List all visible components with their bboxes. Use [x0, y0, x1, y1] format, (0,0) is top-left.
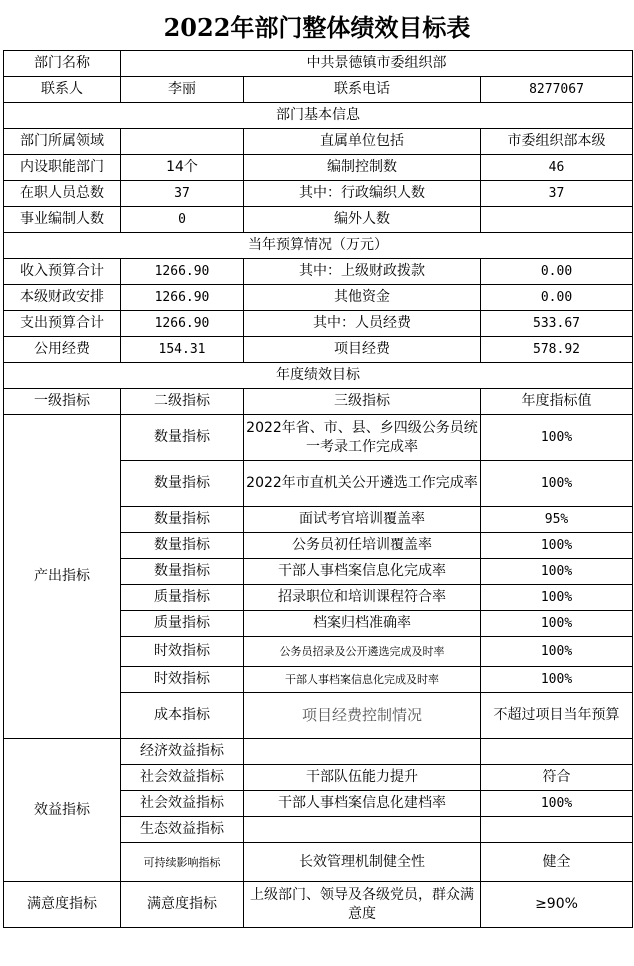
- field-label: 部门所属领域: [4, 129, 121, 155]
- value-cell: ≥90%: [481, 882, 633, 928]
- level3-cell: 上级部门、领导及各级党员，群众满意度: [244, 882, 481, 928]
- level2-cell: 成本指标: [121, 693, 244, 739]
- level2-cell: 数量指标: [121, 507, 244, 533]
- col-level3: 三级指标: [244, 389, 481, 415]
- value-cell: [481, 739, 633, 765]
- expense-total-label: 支出预算合计: [4, 311, 121, 337]
- value-cell: 不超过项目当年预算: [481, 693, 633, 739]
- staff-total-value: 37: [121, 181, 244, 207]
- goals-header: 年度绩效目标: [4, 363, 633, 389]
- benefit-label: 效益指标: [4, 739, 121, 882]
- level2-cell: 数量指标: [121, 415, 244, 461]
- basic-info-header: 部门基本信息: [4, 103, 633, 129]
- contact-row: [4, 77, 633, 103]
- local-fiscal-label: 本级财政安排: [4, 285, 121, 311]
- personnel-label: 其中：人员经费: [244, 311, 481, 337]
- level3-cell: 项目经费控制情况: [244, 693, 481, 739]
- value-cell: 100%: [481, 585, 633, 611]
- level2-cell: 满意度指标: [121, 882, 244, 928]
- value-cell: 95%: [481, 507, 633, 533]
- staff-total-label: 在职人员总数: [4, 181, 121, 207]
- value-cell: 100%: [481, 461, 633, 507]
- level2-cell: 质量指标: [121, 585, 244, 611]
- level2-cell: 时效指标: [121, 667, 244, 693]
- level2-cell: 生态效益指标: [121, 817, 244, 843]
- dept-name-value: 中共景德镇市委组织部: [121, 51, 633, 77]
- dept-name-row: [4, 51, 633, 77]
- phone-label: 联系电话: [244, 77, 481, 103]
- public-expense-label: 公用经费: [4, 337, 121, 363]
- public-expense-value: 154.31: [121, 337, 244, 363]
- local-fiscal-value: 1266.90: [121, 285, 244, 311]
- level3-cell: 干部人事档案信息化完成及时率: [244, 667, 481, 693]
- expense-total-value: 1266.90: [121, 311, 244, 337]
- level2-cell: 数量指标: [121, 533, 244, 559]
- level3-cell: 2022年市直机关公开遴选工作完成率: [244, 461, 481, 507]
- income-total-value: 1266.90: [121, 259, 244, 285]
- dept-name-label: 部门名称: [4, 51, 121, 77]
- level2-cell: 经济效益指标: [121, 739, 244, 765]
- value-cell: 健全: [481, 843, 633, 882]
- public-inst-value: 0: [121, 207, 244, 233]
- value-cell: 100%: [481, 637, 633, 667]
- value-cell: 100%: [481, 559, 633, 585]
- level2-cell: 数量指标: [121, 461, 244, 507]
- outside-value: [481, 207, 633, 233]
- project-expense-label: 项目经费: [244, 337, 481, 363]
- level3-cell: 干部人事档案信息化建档率: [244, 791, 481, 817]
- direct-units-value: 市委组织部本级: [481, 129, 633, 155]
- internal-depts-label: 内设职能部门: [4, 155, 121, 181]
- col-value: 年度指标值: [481, 389, 633, 415]
- level3-cell: 档案归档准确率: [244, 611, 481, 637]
- admin-staff-value: 37: [481, 181, 633, 207]
- upper-transfer-value: 0.00: [481, 259, 633, 285]
- outside-label: 编外人数: [244, 207, 481, 233]
- quota-label: 编制控制数: [244, 155, 481, 181]
- output-label: 产出指标: [4, 415, 121, 739]
- contact-label: 联系人: [4, 77, 121, 103]
- level3-cell: 2022年省、市、县、乡四级公务员统一考录工作完成率: [244, 415, 481, 461]
- value-cell: [481, 817, 633, 843]
- other-funds-value: 0.00: [481, 285, 633, 311]
- level2-cell: 社会效益指标: [121, 791, 244, 817]
- level3-cell: 公务员初任培训覆盖率: [244, 533, 481, 559]
- table-row: [4, 882, 633, 928]
- level3-cell: 公务员招录及公开遴选完成及时率: [244, 637, 481, 667]
- table-row: [4, 415, 633, 461]
- level3-cell: 面试考官培训覆盖率: [244, 507, 481, 533]
- project-expense-value: 578.92: [481, 337, 633, 363]
- value-cell: 100%: [481, 667, 633, 693]
- value-cell: 100%: [481, 533, 633, 559]
- public-inst-label: 事业编制人数: [4, 207, 121, 233]
- value-cell: 100%: [481, 791, 633, 817]
- level3-cell: 干部人事档案信息化完成率: [244, 559, 481, 585]
- level3-cell: 招录职位和培训课程符合率: [244, 585, 481, 611]
- field-value: [121, 129, 244, 155]
- level2-cell: 数量指标: [121, 559, 244, 585]
- page-title: 2022年部门整体绩效目标表: [163, 12, 471, 42]
- col-level2: 二级指标: [121, 389, 244, 415]
- income-total-label: 收入预算合计: [4, 259, 121, 285]
- table-row: [4, 739, 633, 765]
- value-cell: 100%: [481, 415, 633, 461]
- level2-cell: 可持续影响指标: [121, 843, 244, 882]
- level3-cell: 长效管理机制健全性: [244, 843, 481, 882]
- level3-cell: [244, 817, 481, 843]
- level2-cell: 时效指标: [121, 637, 244, 667]
- level2-cell: 质量指标: [121, 611, 244, 637]
- quota-value: 46: [481, 155, 633, 181]
- column-header-row: [4, 389, 633, 415]
- satisfaction-label: 满意度指标: [4, 882, 121, 928]
- level2-cell: 社会效益指标: [121, 765, 244, 791]
- value-cell: 符合: [481, 765, 633, 791]
- value-cell: 100%: [481, 611, 633, 637]
- level3-cell: 干部队伍能力提升: [244, 765, 481, 791]
- performance-table: [3, 50, 633, 928]
- contact-value: 李丽: [121, 77, 244, 103]
- other-funds-label: 其他资金: [244, 285, 481, 311]
- col-level1: 一级指标: [4, 389, 121, 415]
- direct-units-label: 直属单位包括: [244, 129, 481, 155]
- admin-staff-label: 其中：行政编织人数: [244, 181, 481, 207]
- internal-depts-value: 14个: [121, 155, 244, 181]
- personnel-value: 533.67: [481, 311, 633, 337]
- budget-header: 当年预算情况（万元）: [4, 233, 633, 259]
- level3-cell: [244, 739, 481, 765]
- phone-value: 8277067: [481, 77, 633, 103]
- upper-transfer-label: 其中：上级财政拨款: [244, 259, 481, 285]
